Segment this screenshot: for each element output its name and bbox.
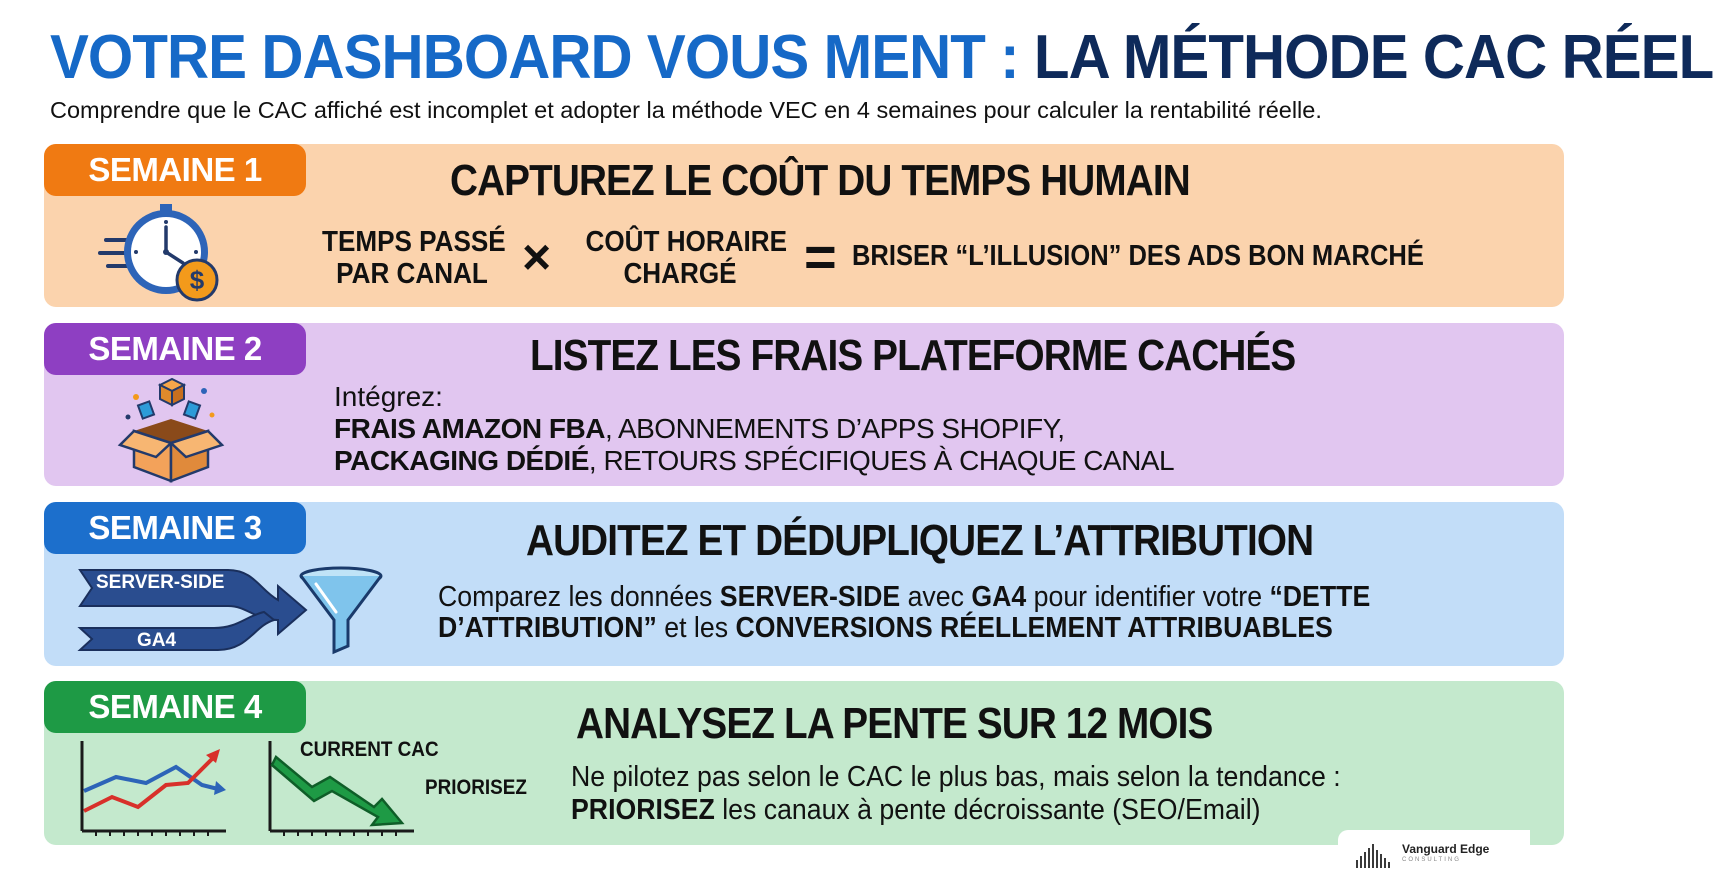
rising-trend-chart-icon [76,737,236,837]
week-2-card [44,323,1564,486]
current-cac-label: CURRENT CAC [300,738,439,761]
funnel-icon [296,566,386,658]
server-side-label: SERVER-SIDE [96,572,225,593]
formula-hourly-cost: COÛT HORAIRE CHARGÉ [585,226,788,290]
open-box-icon [116,375,226,485]
title-part-2: LA MÉTHODE CAC RÉEL [1033,23,1713,92]
priorisez-label: PRIORISEZ [425,776,527,799]
week-1-heading: CAPTUREZ LE COÛT DU TEMPS HUMAIN [450,156,1190,205]
equals-sign: = [804,225,837,288]
ga4-label: GA4 [137,630,177,651]
formula-result: BRISER “L’ILLUSION” DES ADS BON MARCHÉ [852,240,1424,272]
logo-name: Vanguard Edge [1402,842,1490,856]
week-4-line-2: PRIORISEZ les canaux à pente décroissante (SEO/Email) [571,794,1261,826]
vanguard-edge-logo [1338,830,1530,880]
week-3-line-2: D’ATTRIBUTION” et les CONVERSIONS RÉELLEMENT ATTRIBUABLES [438,612,1333,644]
week-3-line-1: Comparez les données SERVER-SIDE avec GA4 pour identifier votre “DETTE [438,581,1371,613]
week-4-card [44,681,1564,845]
page-subtitle: Comprendre que le CAC affiché est incomplet et adopter la méthode VEC en 4 semaines pour calculer la rentabilité réelle. [50,97,1322,123]
week-2-line-1: FRAIS AMAZON FBA, ABONNEMENTS D’APPS SHOPIFY, [334,413,1065,444]
svg-text:$: $ [189,265,205,295]
week-4-line-1: Ne pilotez pas selon le CAC le plus bas, mais selon la tendance : [571,761,1341,793]
week-2-badge: SEMAINE 2 [44,323,306,375]
week-1-badge: SEMAINE 1 [44,144,306,196]
week-2-heading: LISTEZ LES FRAIS PLATEFORME CACHÉS [530,331,1296,380]
logo-subtitle: CONSULTING [1402,857,1461,863]
week-4-heading: ANALYSEZ LA PENTE SUR 12 MOIS [576,699,1213,748]
week-3-badge: SEMAINE 3 [44,502,306,554]
week-1-card [44,144,1564,307]
title-part-1: VOTRE DASHBOARD VOUS MENT : [50,23,1034,92]
week-4-body [571,761,1341,827]
times-sign: × [522,229,552,285]
week-3-body [438,582,1370,644]
week-2-intro: Intégrez: [334,381,443,412]
week-4-badge: SEMAINE 4 [44,681,306,733]
week-2-body [334,381,1174,477]
bar-logo-icon [1354,842,1398,868]
cost-formula [312,226,1512,296]
page-title [50,22,1713,93]
formula-time-spent: TEMPS PASSÉ PAR CANAL [322,226,506,290]
week-3-heading: AUDITEZ ET DÉDUPLIQUEZ L’ATTRIBUTION [526,516,1314,565]
week-3-card [44,502,1564,666]
clock-dollar-icon [98,200,228,310]
week-2-line-2: PACKAGING DÉDIÉ, RETOURS SPÉCIFIQUES À CHAQUE CANAL [334,445,1175,476]
